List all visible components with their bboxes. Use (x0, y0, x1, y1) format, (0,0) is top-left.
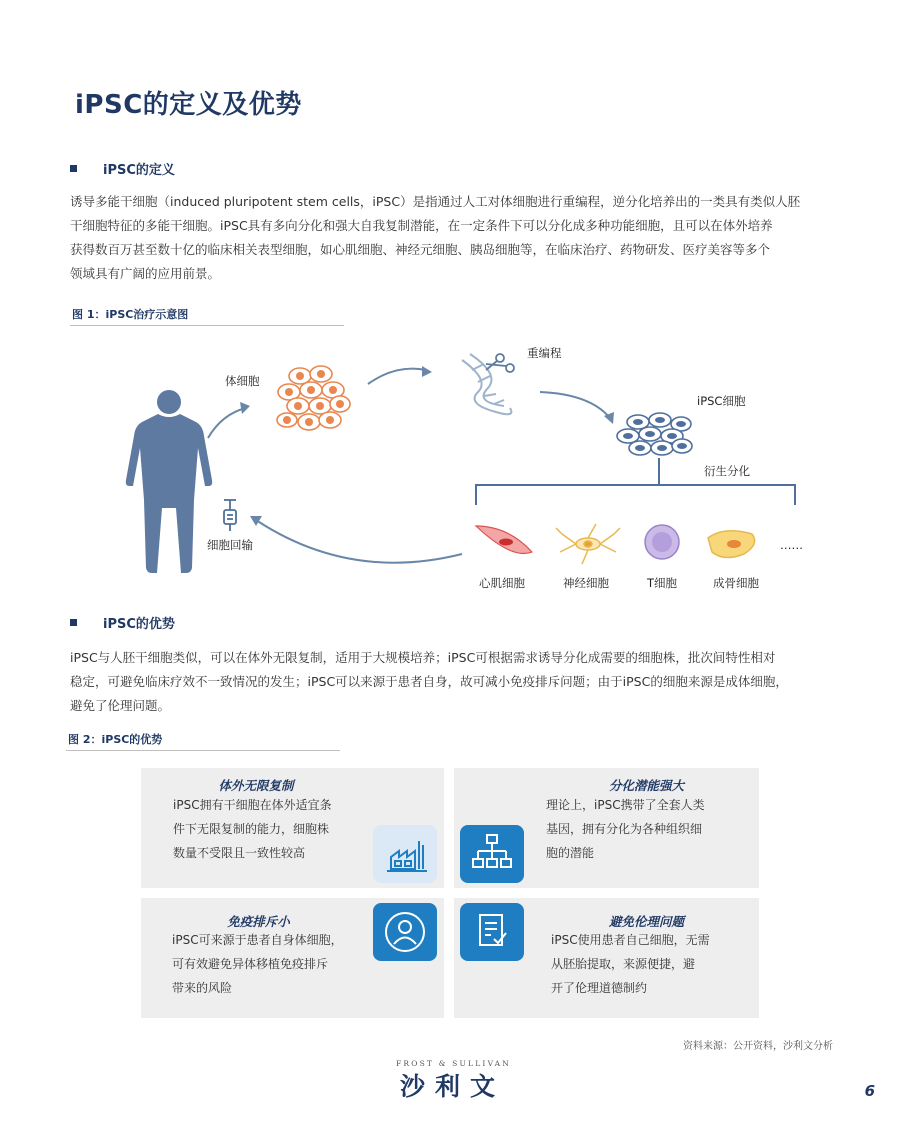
figure2-caption-rule (66, 750, 340, 751)
ipsc-therapy-diagram (0, 330, 903, 600)
section-heading-advantages: iPSC的优势 (70, 613, 175, 632)
person-cycle-icon (373, 903, 437, 961)
label-derive: 衍生分化 (704, 464, 750, 478)
box-title: 分化潜能强大 (608, 778, 684, 793)
box-text: iPSC可来源于患者自身体细胞， 可有效避免异体移植免疫排斥 带来的风险 (172, 933, 343, 995)
bullet-marker (70, 165, 77, 172)
label-more: …… (780, 538, 803, 552)
definition-paragraph: 诱导多能干细胞（induced pluripotent stem cells，iPSC）是指通过人工对体细胞进行重编程，逆分化培养出的一类具有类似人胚 干细胞特征的多能干细胞。iPSC具有多向分化和强大自我复制潜能，在一定条件下可以分化成多种功能细胞，且可以在体外培养 获得数百万甚至数十亿的临床相关表型细胞，如心肌细胞、神经元细胞、胰岛细胞等，在临床治疗、药物研发、医疗美容等多个 领域具有广阔的应用前景。 (70, 194, 801, 281)
scissors-icon (486, 354, 514, 372)
source-note: 资料来源：公开资料，沙利文分析 (683, 1041, 833, 1052)
logo-chinese: 沙利文 (400, 1072, 506, 1101)
osteoblast-icon (708, 531, 755, 558)
cardiomyocyte-icon (476, 526, 532, 554)
label-somatic: 体细胞 (225, 374, 260, 388)
figure1-caption-rule (70, 325, 344, 326)
box-title: 免疫排斥小 (227, 914, 290, 929)
label-cardiomyocyte: 心肌细胞 (479, 576, 525, 590)
advantage-box-differentiation (454, 768, 759, 888)
arrow-to-reinfusion (256, 520, 462, 563)
advantage-box-unlimited (141, 768, 444, 888)
human-body-icon (126, 390, 212, 573)
box-title: 避免伦理问题 (608, 914, 684, 929)
document-check-icon (460, 903, 524, 961)
page-title: iPSC的定义及优势 (75, 90, 302, 120)
arrow-to-somatic (208, 408, 246, 438)
dna-scissors-icon (462, 354, 511, 414)
arrow-to-ipsc (540, 392, 610, 418)
section-heading-definition: iPSC的定义 (70, 159, 175, 178)
syringe-icon (224, 500, 236, 531)
page-number: 6 (864, 1082, 875, 1100)
box-text: 理论上，iPSC携带了全套人类 基因，拥有分化为各种组织细 胞的潜能 (546, 798, 705, 860)
figure2-caption: 图 2：iPSC的优势 (68, 733, 163, 746)
label-ipsc: iPSC细胞 (697, 394, 746, 408)
t-cell-icon (645, 525, 679, 559)
advantage-box-ethics (454, 898, 759, 1018)
neuron-icon (556, 524, 620, 564)
logo-english: FROST & SULLIVAN (396, 1059, 512, 1068)
factory-icon (373, 825, 437, 883)
box-text: iPSC拥有干细胞在体外适宜条 件下无限复制的能力，细胞株 数量不受限且一致性较高 (173, 798, 332, 860)
advantages-paragraph: iPSC与人胚干细胞类似，可以在体外无限复制，适用于大规模培养；iPSC可根据需求诱导分化成需要的细胞株，批次间特性相对 稳定，可避免临床疗效不一致情况的发生；iPSC可以来源于患者自身，故可减小免疫排斥问题；由于iPSC的细胞来源是成体细胞， 避免了伦理问题。 (70, 650, 788, 713)
figure1-caption: 图 1：iPSC治疗示意图 (72, 308, 189, 321)
label-t-cell: T细胞 (646, 576, 678, 590)
hierarchy-icon (460, 825, 524, 883)
label-reprogram: 重编程 (527, 346, 562, 360)
box-text: iPSC使用患者自己细胞，无需 从胚胎提取，来源便捷，避 开了伦理道德制约 (551, 933, 710, 995)
label-osteoblast: 成骨细胞 (713, 576, 759, 590)
arrow-to-reprogram (368, 369, 426, 384)
advantage-box-immune (141, 898, 444, 1018)
label-reinfuse: 细胞回输 (207, 538, 253, 552)
label-neuron: 神经细胞 (563, 576, 609, 590)
box-title: 体外无限复制 (218, 778, 294, 793)
bullet-marker (70, 619, 77, 626)
